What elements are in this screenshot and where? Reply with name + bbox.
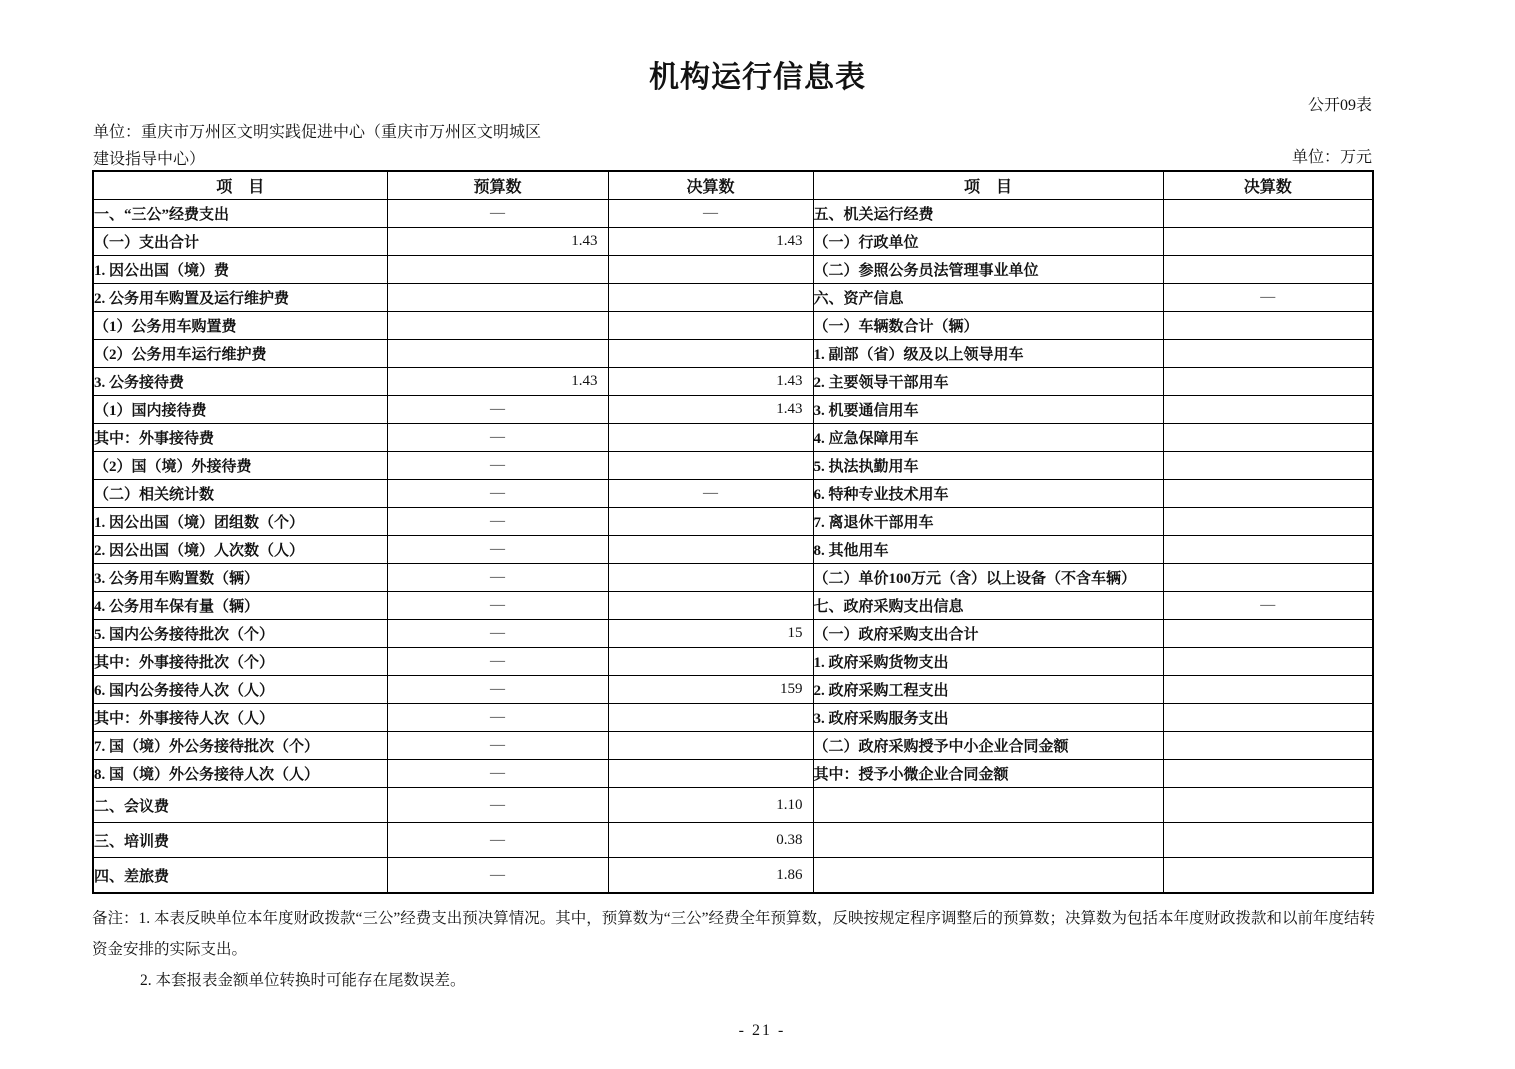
table-row <box>93 823 1373 858</box>
table-row <box>93 536 1373 564</box>
right-item-cell: 7. 离退休干部用车 <box>813 508 1163 536</box>
table-row <box>93 396 1373 424</box>
left-item-cell: （1）公务用车购置费 <box>93 312 387 340</box>
right-item-cell: 1. 政府采购货物支出 <box>813 648 1163 676</box>
unit-name-line1: 单位：重庆市万州区文明实践促进中心（重庆市万州区文明城区 <box>93 124 542 141</box>
left-final-cell <box>608 284 813 312</box>
table-row <box>93 424 1373 452</box>
operation-info-table <box>92 170 1374 894</box>
right-item-cell <box>813 823 1163 858</box>
right-final-cell <box>1163 452 1373 480</box>
left-budget-cell: — <box>387 508 608 536</box>
left-item-cell: （一）支出合计 <box>93 228 387 256</box>
right-final-cell: — <box>1163 284 1373 312</box>
left-budget-cell: — <box>387 648 608 676</box>
right-final-cell <box>1163 648 1373 676</box>
right-item-cell: （一）车辆数合计（辆） <box>813 312 1163 340</box>
table-row <box>93 788 1373 823</box>
right-item-cell: 2. 政府采购工程支出 <box>813 676 1163 704</box>
left-item-cell: 四、差旅费 <box>93 858 387 894</box>
left-item-cell: 8. 国（境）外公务接待人次（人） <box>93 760 387 788</box>
table-row <box>93 676 1373 704</box>
left-item-cell: 1. 因公出国（境）费 <box>93 256 387 284</box>
right-item-cell <box>813 858 1163 894</box>
table-row <box>93 508 1373 536</box>
page-title: 机构运行信息表 <box>649 61 866 94</box>
note-line-1: 备注：1. 本表反映单位本年度财政拨款“三公”经费支出预决算情况。其中，预算数为“三公”经费全年预算数，反映按规定程序调整后的预算数；决算数为包括本年度财政拨款和以前年度结转 <box>92 910 1376 927</box>
left-budget-cell <box>387 312 608 340</box>
left-item-cell: 4. 公务用车保有量（辆） <box>93 592 387 620</box>
notes <box>92 903 1482 996</box>
left-budget-cell: — <box>387 760 608 788</box>
right-final-cell <box>1163 564 1373 592</box>
left-item-cell: 三、培训费 <box>93 823 387 858</box>
form-code-label: 公开09表 <box>1307 97 1372 114</box>
right-final-cell <box>1163 732 1373 760</box>
col-header-final-left: 决算数 <box>608 171 813 200</box>
table-row <box>93 340 1373 368</box>
right-final-cell <box>1163 396 1373 424</box>
left-budget-cell: — <box>387 536 608 564</box>
right-final-cell <box>1163 788 1373 823</box>
right-item-cell: （二）政府采购授予中小企业合同金额 <box>813 732 1163 760</box>
right-final-cell <box>1163 256 1373 284</box>
left-final-cell <box>608 256 813 284</box>
left-item-cell: 3. 公务用车购置数（辆） <box>93 564 387 592</box>
left-final-cell: 1.43 <box>608 396 813 424</box>
left-final-cell: 1.43 <box>608 368 813 396</box>
right-item-cell: 5. 执法执勤用车 <box>813 452 1163 480</box>
left-budget-cell: 1.43 <box>387 228 608 256</box>
table-row <box>93 704 1373 732</box>
right-final-cell <box>1163 676 1373 704</box>
right-final-cell <box>1163 480 1373 508</box>
right-final-cell: — <box>1163 592 1373 620</box>
left-final-cell: 1.10 <box>608 788 813 823</box>
table-row <box>93 312 1373 340</box>
right-item-cell: 六、资产信息 <box>813 284 1163 312</box>
table-body <box>93 200 1373 894</box>
right-final-cell <box>1163 760 1373 788</box>
right-item-cell: 4. 应急保障用车 <box>813 424 1163 452</box>
table-header-row <box>93 171 1373 200</box>
left-final-cell <box>608 452 813 480</box>
left-budget-cell <box>387 256 608 284</box>
left-item-cell: 一、“三公”经费支出 <box>93 200 387 228</box>
left-final-cell: — <box>608 480 813 508</box>
table-row <box>93 648 1373 676</box>
left-budget-cell: — <box>387 788 608 823</box>
right-item-cell: 8. 其他用车 <box>813 536 1163 564</box>
table-row <box>93 564 1373 592</box>
left-budget-cell: 1.43 <box>387 368 608 396</box>
right-item-cell: （一）政府采购支出合计 <box>813 620 1163 648</box>
right-final-cell <box>1163 424 1373 452</box>
left-final-cell <box>608 704 813 732</box>
right-item-cell: 1. 副部（省）级及以上领导用车 <box>813 340 1163 368</box>
unit-name-line2: 建设指导中心） <box>93 151 206 168</box>
left-budget-cell: — <box>387 480 608 508</box>
left-final-cell: 15 <box>608 620 813 648</box>
col-header-item-right: 项 目 <box>813 171 1163 200</box>
table-row <box>93 620 1373 648</box>
left-item-cell: 二、会议费 <box>93 788 387 823</box>
left-budget-cell: — <box>387 452 608 480</box>
left-item-cell: （2）公务用车运行维护费 <box>93 340 387 368</box>
table-row <box>93 480 1373 508</box>
left-final-cell <box>608 648 813 676</box>
table-row <box>93 200 1373 228</box>
left-budget-cell: — <box>387 200 608 228</box>
table-row <box>93 452 1373 480</box>
left-item-cell: （1）国内接待费 <box>93 396 387 424</box>
left-budget-cell: — <box>387 620 608 648</box>
left-final-cell <box>608 564 813 592</box>
right-item-cell: （二）参照公务员法管理事业单位 <box>813 256 1163 284</box>
right-final-cell <box>1163 508 1373 536</box>
left-final-cell <box>608 508 813 536</box>
left-final-cell: 1.86 <box>608 858 813 894</box>
left-final-cell <box>608 732 813 760</box>
left-item-cell: 其中：外事接待批次（个） <box>93 648 387 676</box>
left-budget-cell: — <box>387 564 608 592</box>
left-budget-cell: — <box>387 732 608 760</box>
table-row <box>93 228 1373 256</box>
left-budget-cell: — <box>387 424 608 452</box>
left-budget-cell: — <box>387 396 608 424</box>
note-line-2: 资金安排的实际支出。 <box>92 941 248 958</box>
left-final-cell: 1.43 <box>608 228 813 256</box>
left-item-cell: 2. 公务用车购置及运行维护费 <box>93 284 387 312</box>
left-final-cell <box>608 340 813 368</box>
left-budget-cell: — <box>387 676 608 704</box>
left-final-cell <box>608 592 813 620</box>
left-budget-cell: — <box>387 592 608 620</box>
left-item-cell: 5. 国内公务接待批次（个） <box>93 620 387 648</box>
left-final-cell <box>608 424 813 452</box>
right-item-cell: 6. 特种专业技术用车 <box>813 480 1163 508</box>
left-final-cell <box>608 312 813 340</box>
left-final-cell: — <box>608 200 813 228</box>
right-item-cell: 其中：授予小微企业合同金额 <box>813 760 1163 788</box>
left-final-cell <box>608 536 813 564</box>
table-row <box>93 732 1373 760</box>
left-item-cell: 1. 因公出国（境）团组数（个） <box>93 508 387 536</box>
left-final-cell <box>608 760 813 788</box>
table-row <box>93 368 1373 396</box>
table-row <box>93 256 1373 284</box>
right-final-cell <box>1163 200 1373 228</box>
right-final-cell <box>1163 704 1373 732</box>
left-final-cell: 0.38 <box>608 823 813 858</box>
left-budget-cell: — <box>387 858 608 894</box>
left-item-cell: 7. 国（境）外公务接待批次（个） <box>93 732 387 760</box>
right-item-cell: 3. 机要通信用车 <box>813 396 1163 424</box>
table-row <box>93 284 1373 312</box>
col-header-final-right: 决算数 <box>1163 171 1373 200</box>
right-final-cell <box>1163 858 1373 894</box>
col-header-item-left: 项 目 <box>93 171 387 200</box>
page-number: - 21 - <box>738 1022 786 1039</box>
left-item-cell: 其中：外事接待费 <box>93 424 387 452</box>
right-item-cell: （二）单价100万元（含）以上设备（不含车辆） <box>813 564 1163 592</box>
left-final-cell: 159 <box>608 676 813 704</box>
left-budget-cell: — <box>387 823 608 858</box>
table-row <box>93 592 1373 620</box>
right-item-cell: 3. 政府采购服务支出 <box>813 704 1163 732</box>
right-item-cell: 五、机关运行经费 <box>813 200 1163 228</box>
note-line-3: 2. 本套报表金额单位转换时可能存在尾数误差。 <box>140 972 466 989</box>
left-item-cell: 6. 国内公务接待人次（人） <box>93 676 387 704</box>
right-final-cell <box>1163 228 1373 256</box>
right-final-cell <box>1163 536 1373 564</box>
right-final-cell <box>1163 823 1373 858</box>
right-final-cell <box>1163 368 1373 396</box>
table-row <box>93 760 1373 788</box>
right-item-cell <box>813 788 1163 823</box>
right-final-cell <box>1163 620 1373 648</box>
col-header-budget: 预算数 <box>387 171 608 200</box>
right-item-cell: 2. 主要领导干部用车 <box>813 368 1163 396</box>
left-budget-cell: — <box>387 704 608 732</box>
left-budget-cell <box>387 340 608 368</box>
left-item-cell: 3. 公务接待费 <box>93 368 387 396</box>
left-budget-cell <box>387 284 608 312</box>
right-final-cell <box>1163 312 1373 340</box>
right-item-cell: 七、政府采购支出信息 <box>813 592 1163 620</box>
left-item-cell: 2. 因公出国（境）人次数（人） <box>93 536 387 564</box>
left-item-cell: 其中：外事接待人次（人） <box>93 704 387 732</box>
table-row <box>93 858 1373 894</box>
right-item-cell: （一）行政单位 <box>813 228 1163 256</box>
left-item-cell: （2）国（境）外接待费 <box>93 452 387 480</box>
right-final-cell <box>1163 340 1373 368</box>
currency-unit-label: 单位：万元 <box>1291 149 1372 166</box>
left-item-cell: （二）相关统计数 <box>93 480 387 508</box>
